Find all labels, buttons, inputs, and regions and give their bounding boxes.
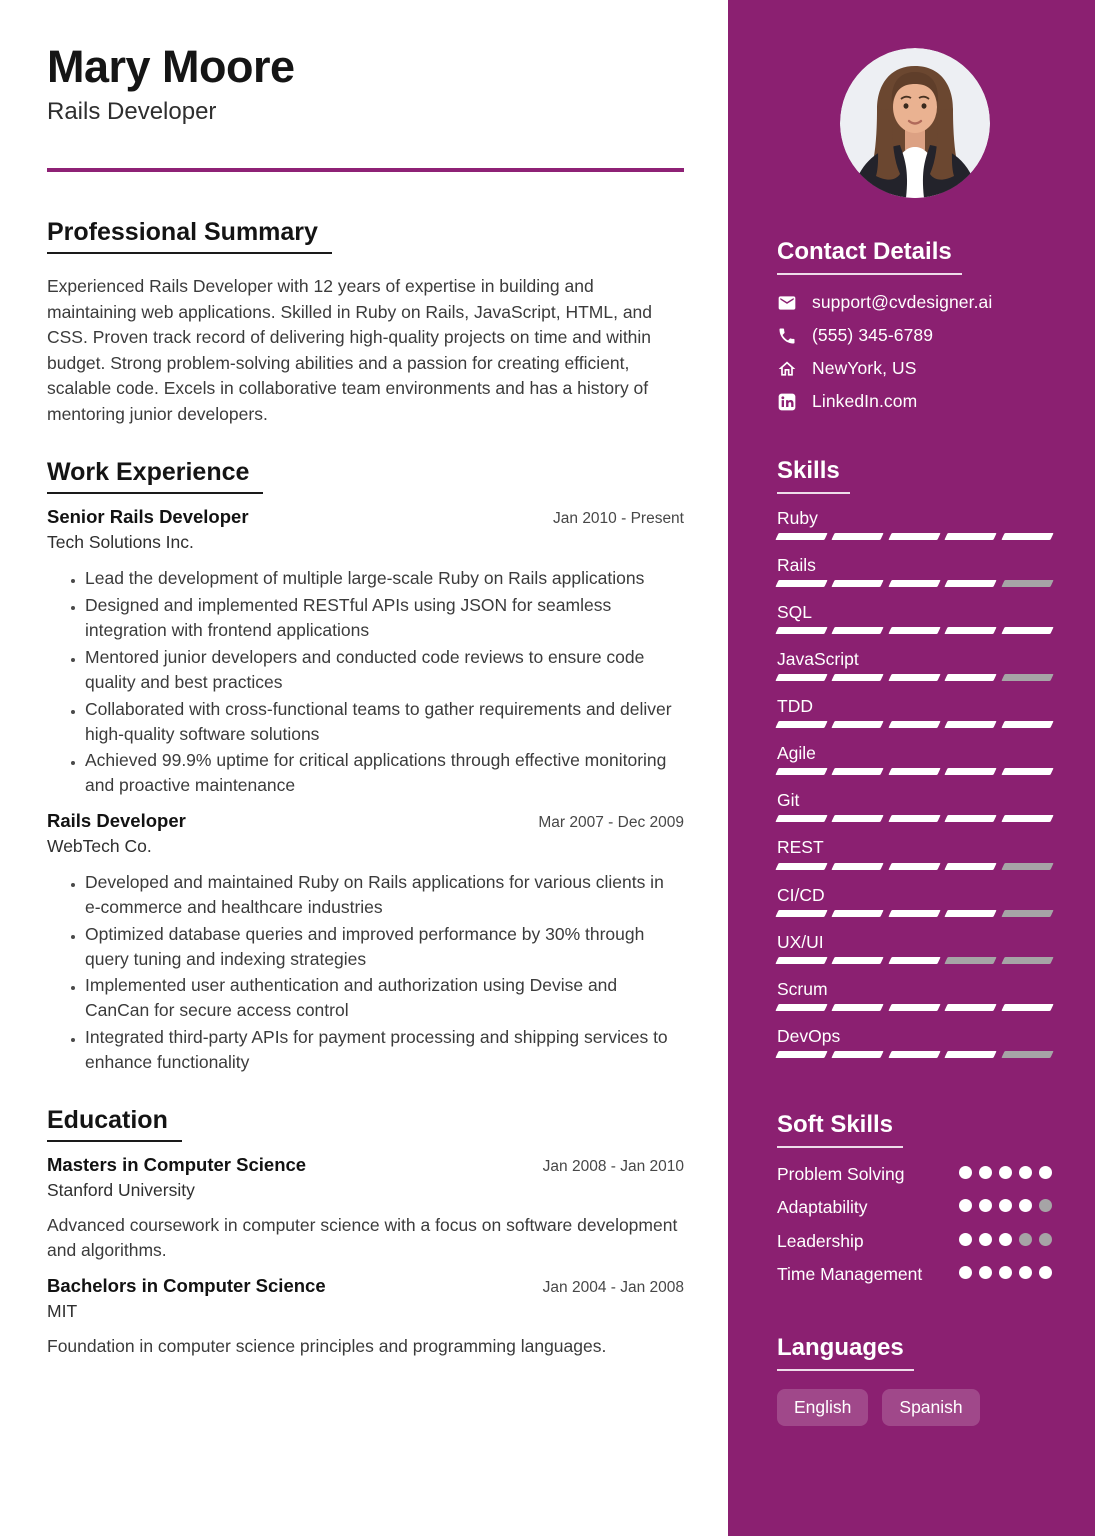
job-dates: Jan 2010 - Present bbox=[553, 510, 684, 528]
education-list bbox=[47, 1154, 684, 1359]
skill-level-bar bbox=[777, 674, 1052, 681]
skill-bar-segment bbox=[945, 580, 998, 587]
summary-text: Experienced Rails Developer with 12 years of expertise in building and maintaining web applications. Skilled in Ruby on Rails, JavaScript, HTML, and CSS. Proven track record of delivering high-quality projects on time and within budget. Strong problem-solving abilities and a passion for creating efficient, scalable code. Excels in collaborative team environments and has a history of mentoring junior developers. bbox=[47, 276, 653, 424]
skill-bar-segment bbox=[775, 580, 828, 587]
language-pill: Spanish bbox=[882, 1389, 979, 1426]
profile-photo bbox=[840, 48, 990, 198]
contact-phone: (555) 345-6789 bbox=[812, 325, 934, 346]
skill-row bbox=[777, 979, 1052, 1011]
envelope-icon bbox=[777, 293, 797, 313]
skill-row bbox=[777, 649, 1052, 681]
soft-skill-dot bbox=[1019, 1266, 1032, 1279]
soft-skill-dots bbox=[959, 1162, 1052, 1179]
skill-bar-segment bbox=[1001, 815, 1054, 822]
contact-heading: Contact Details bbox=[777, 238, 962, 275]
skill-bar-segment bbox=[832, 863, 885, 870]
skill-bar-segment bbox=[832, 910, 885, 917]
skill-bar-segment bbox=[832, 957, 885, 964]
soft-skill-row bbox=[777, 1262, 1052, 1287]
summary-heading: Professional Summary bbox=[47, 217, 332, 254]
contact-email: support@cvdesigner.ai bbox=[812, 292, 993, 313]
skill-bar-segment bbox=[1001, 910, 1054, 917]
skills-section bbox=[777, 423, 1052, 1058]
soft-skill-dot bbox=[979, 1233, 992, 1246]
skill-bar-segment bbox=[945, 674, 998, 681]
job-bullet: • Collaborated with cross-functional teams to gather requirements and deliver high-quality software solutions bbox=[85, 697, 684, 747]
soft-skill-dot bbox=[959, 1233, 972, 1246]
soft-skill-dot bbox=[999, 1233, 1012, 1246]
skill-bar-segment bbox=[832, 1051, 885, 1058]
soft-skill-dot bbox=[979, 1266, 992, 1279]
soft-skills-section bbox=[777, 1073, 1052, 1287]
profile-photo-illustration bbox=[840, 48, 990, 198]
soft-skill-dot bbox=[1039, 1199, 1052, 1212]
job-entry bbox=[47, 810, 684, 1075]
contact-row-linkedin bbox=[777, 390, 1052, 414]
skill-bar-segment bbox=[832, 627, 885, 634]
contact-linkedin: LinkedIn.com bbox=[812, 391, 918, 412]
education-degree: Bachelors in Computer Science bbox=[47, 1274, 326, 1296]
contact-location: NewYork, US bbox=[812, 358, 917, 379]
job-bullet: • Lead the development of multiple large-scale Ruby on Rails applications bbox=[85, 566, 684, 591]
soft-skill-name: Leadership bbox=[777, 1230, 864, 1251]
soft-skill-dot bbox=[959, 1266, 972, 1279]
education-entry bbox=[47, 1154, 684, 1263]
skill-name: SQL bbox=[777, 601, 813, 622]
soft-skill-dot bbox=[959, 1166, 972, 1179]
skill-bar-segment bbox=[945, 768, 998, 775]
contact-row-location bbox=[777, 357, 1052, 381]
job-head bbox=[47, 810, 684, 832]
job-bullet: • Implemented user authentication and authorization using Devise and CanCan for secure access control bbox=[85, 973, 684, 1023]
education-school: Stanford University bbox=[47, 1179, 195, 1200]
skill-bar-segment bbox=[775, 910, 828, 917]
job-bullets bbox=[47, 870, 684, 1075]
soft-skill-dot bbox=[1019, 1233, 1032, 1246]
soft-skill-dot bbox=[999, 1199, 1012, 1212]
job-bullet: • Integrated third-party APIs for payment processing and shipping services to enhance functionality bbox=[85, 1025, 684, 1075]
skill-bar-segment bbox=[775, 768, 828, 775]
soft-skill-row bbox=[777, 1162, 1052, 1187]
soft-skill-name: Problem Solving bbox=[777, 1163, 905, 1184]
education-head bbox=[47, 1275, 684, 1297]
skill-row bbox=[777, 743, 1052, 775]
skill-bar-segment bbox=[832, 674, 885, 681]
job-bullet: • Optimized database queries and improved performance by 30% through query tuning and indexing strategies bbox=[85, 922, 684, 972]
skill-level-bar bbox=[777, 1051, 1052, 1058]
skill-bar-segment bbox=[775, 721, 828, 728]
skill-bar-segment bbox=[945, 910, 998, 917]
skill-bar-segment bbox=[1001, 580, 1054, 587]
skill-bar-segment bbox=[1001, 1051, 1054, 1058]
skill-bar-segment bbox=[888, 627, 941, 634]
soft-skill-dot bbox=[1039, 1266, 1052, 1279]
skill-name: TDD bbox=[777, 696, 813, 717]
job-bullet: • Developed and maintained Ruby on Rails applications for various clients in e-commerce and healthcare industries bbox=[85, 870, 684, 920]
education-section bbox=[47, 1077, 684, 1359]
skill-bar-segment bbox=[775, 957, 828, 964]
skill-bar-segment bbox=[775, 1051, 828, 1058]
education-description: Foundation in computer science principles and programming languages. bbox=[47, 1335, 607, 1356]
skill-row bbox=[777, 602, 1052, 634]
skill-level-bar bbox=[777, 863, 1052, 870]
education-entry bbox=[47, 1275, 684, 1359]
job-bullets bbox=[47, 566, 684, 798]
soft-skill-dot bbox=[1019, 1166, 1032, 1179]
skill-bar-segment bbox=[832, 815, 885, 822]
skill-bar-segment bbox=[888, 1051, 941, 1058]
skill-bar-segment bbox=[1001, 1004, 1054, 1011]
skill-row bbox=[777, 932, 1052, 964]
skill-bar-segment bbox=[775, 863, 828, 870]
skill-bar-segment bbox=[945, 1004, 998, 1011]
skill-bar-segment bbox=[1001, 674, 1054, 681]
skill-level-bar bbox=[777, 815, 1052, 822]
education-description: Advanced coursework in computer science with a focus on software development and algorithms. bbox=[47, 1214, 678, 1260]
skill-bar-segment bbox=[888, 580, 941, 587]
skill-bar-segment bbox=[945, 957, 998, 964]
skill-row bbox=[777, 885, 1052, 917]
skill-bar-segment bbox=[888, 815, 941, 822]
phone-icon bbox=[777, 326, 797, 346]
skill-row bbox=[777, 508, 1052, 540]
contact-row-email bbox=[777, 291, 1052, 315]
soft-skill-dot bbox=[1039, 1233, 1052, 1246]
skill-bar-segment bbox=[1001, 533, 1054, 540]
education-dates: Jan 2008 - Jan 2010 bbox=[542, 1157, 684, 1175]
skill-level-bar bbox=[777, 627, 1052, 634]
skill-row bbox=[777, 1026, 1052, 1058]
experience-heading: Work Experience bbox=[47, 457, 263, 494]
education-head bbox=[47, 1154, 684, 1176]
soft-skill-dot bbox=[979, 1199, 992, 1212]
job-company: Tech Solutions Inc. bbox=[47, 532, 194, 553]
skill-name: Agile bbox=[777, 743, 816, 764]
soft-skill-dot bbox=[1019, 1199, 1032, 1212]
skill-bar-segment bbox=[832, 768, 885, 775]
contact-list bbox=[777, 291, 1052, 414]
job-bullet: • Mentored junior developers and conducted code reviews to ensure code quality and best practices bbox=[85, 645, 684, 695]
skill-bar-segment bbox=[888, 910, 941, 917]
skill-bar-segment bbox=[775, 1004, 828, 1011]
skill-bar-segment bbox=[1001, 721, 1054, 728]
skill-name: REST bbox=[777, 837, 824, 858]
soft-skill-name: Adaptability bbox=[777, 1197, 868, 1218]
skill-name: Rails bbox=[777, 554, 816, 575]
skill-bar-segment bbox=[775, 533, 828, 540]
language-pill: English bbox=[777, 1389, 868, 1426]
skill-bar-segment bbox=[945, 863, 998, 870]
education-school: MIT bbox=[47, 1300, 78, 1321]
skill-bar-segment bbox=[888, 674, 941, 681]
soft-skills-list bbox=[777, 1162, 1052, 1287]
skill-name: JavaScript bbox=[777, 648, 859, 669]
skills-list bbox=[777, 508, 1052, 1059]
job-company: WebTech Co. bbox=[47, 836, 152, 857]
skill-level-bar bbox=[777, 580, 1052, 587]
job-title: Senior Rails Developer bbox=[47, 506, 249, 528]
education-dates: Jan 2004 - Jan 2008 bbox=[542, 1278, 684, 1296]
skill-bar-segment bbox=[888, 957, 941, 964]
skill-bar-segment bbox=[775, 674, 828, 681]
skill-row bbox=[777, 555, 1052, 587]
skill-bar-segment bbox=[888, 721, 941, 728]
soft-skill-dot bbox=[979, 1166, 992, 1179]
soft-skill-row bbox=[777, 1229, 1052, 1254]
skill-level-bar bbox=[777, 1004, 1052, 1011]
skill-bar-segment bbox=[1001, 957, 1054, 964]
languages-heading: Languages bbox=[777, 1334, 914, 1371]
skill-level-bar bbox=[777, 957, 1052, 964]
soft-skills-heading: Soft Skills bbox=[777, 1111, 903, 1148]
soft-skill-dot bbox=[959, 1199, 972, 1212]
skill-bar-segment bbox=[832, 533, 885, 540]
sidebar bbox=[728, 0, 1095, 1536]
job-head bbox=[47, 506, 684, 528]
job-title: Rails Developer bbox=[47, 810, 186, 832]
soft-skill-dots bbox=[959, 1195, 1052, 1212]
skill-bar-segment bbox=[1001, 863, 1054, 870]
education-degree: Masters in Computer Science bbox=[47, 1153, 307, 1175]
skill-bar-segment bbox=[888, 768, 941, 775]
skill-bar-segment bbox=[1001, 627, 1054, 634]
skill-bar-segment bbox=[888, 863, 941, 870]
soft-skill-dot bbox=[999, 1166, 1012, 1179]
skill-bar-segment bbox=[945, 815, 998, 822]
job-dates: Mar 2007 - Dec 2009 bbox=[538, 814, 684, 832]
candidate-name: Mary Moore bbox=[47, 41, 295, 92]
contact-row-phone bbox=[777, 324, 1052, 348]
soft-skill-dots bbox=[959, 1229, 1052, 1246]
soft-skill-dot bbox=[1039, 1166, 1052, 1179]
skill-name: DevOps bbox=[777, 1025, 841, 1046]
skill-level-bar bbox=[777, 910, 1052, 917]
skill-name: Scrum bbox=[777, 978, 828, 999]
education-heading: Education bbox=[47, 1105, 182, 1142]
candidate-role: Rails Developer bbox=[47, 98, 217, 126]
skill-name: Ruby bbox=[777, 507, 818, 528]
skill-name: UX/UI bbox=[777, 931, 824, 952]
skill-bar-segment bbox=[945, 533, 998, 540]
skill-bar-segment bbox=[1001, 768, 1054, 775]
skill-row bbox=[777, 790, 1052, 822]
skill-level-bar bbox=[777, 768, 1052, 775]
skill-bar-segment bbox=[888, 1004, 941, 1011]
skill-name: Git bbox=[777, 790, 800, 811]
soft-skill-dots bbox=[959, 1262, 1052, 1279]
languages-list bbox=[777, 1389, 1052, 1426]
job-entry bbox=[47, 506, 684, 798]
contact-details-section bbox=[777, 198, 1052, 414]
languages-section bbox=[777, 1296, 1052, 1426]
skill-bar-segment bbox=[775, 815, 828, 822]
skill-bar-segment bbox=[888, 533, 941, 540]
jobs-list bbox=[47, 506, 684, 1074]
skill-bar-segment bbox=[832, 1004, 885, 1011]
soft-skill-name: Time Management bbox=[777, 1264, 923, 1285]
skill-row bbox=[777, 696, 1052, 728]
skill-level-bar bbox=[777, 533, 1052, 540]
skill-bar-segment bbox=[945, 721, 998, 728]
home-icon bbox=[777, 359, 797, 379]
skill-bar-segment bbox=[832, 580, 885, 587]
skill-bar-segment bbox=[945, 1051, 998, 1058]
skill-bar-segment bbox=[775, 627, 828, 634]
skill-bar-segment bbox=[945, 627, 998, 634]
skill-row bbox=[777, 837, 1052, 869]
skill-bar-segment bbox=[832, 721, 885, 728]
soft-skill-dot bbox=[999, 1266, 1012, 1279]
job-bullet: • Achieved 99.9% uptime for critical applications through effective monitoring and proactive maintenance bbox=[85, 748, 684, 798]
skill-name: CI/CD bbox=[777, 884, 825, 905]
work-experience-section bbox=[47, 427, 684, 1074]
professional-summary-section bbox=[47, 172, 684, 427]
soft-skill-row bbox=[777, 1195, 1052, 1220]
linkedin-icon bbox=[777, 392, 797, 412]
skill-level-bar bbox=[777, 721, 1052, 728]
job-bullet: • Designed and implemented RESTful APIs using JSON for seamless integration with frontend applications bbox=[85, 593, 684, 643]
skills-heading: Skills bbox=[777, 457, 850, 494]
